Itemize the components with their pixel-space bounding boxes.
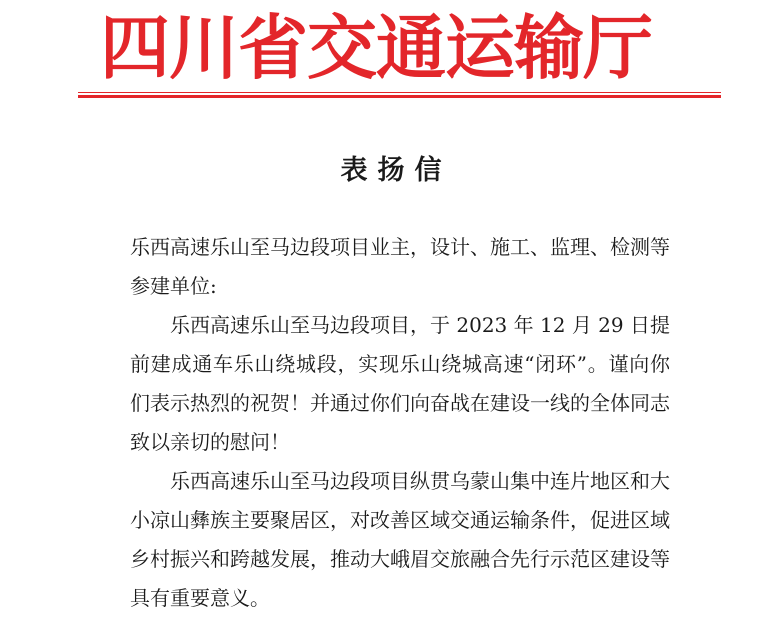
letter-body [130, 228, 670, 618]
paragraph-2: 乐西高速乐山至马边段项目纵贯乌蒙山集中连片地区和大小凉山彝族主要聚居区，对改善区域交通运输条件，促进区域乡村振兴和跨越发展，推动大峨眉交旅融合先行示范区建设等具有重要意义。 [130, 469, 670, 610]
salutation: 乐西高速乐山至马边段项目业主，设计、施工、监理、检测等参建单位: [130, 235, 670, 298]
paragraph-1: 乐西高速乐山至马边段项目，于 2023 年 12 月 29 日提前建成通车乐山绕城段，实现乐山绕城高速“闭环”。谨向你们表示热烈的祝贺！并通过你们向奋战在建设一线的全体同志致以亲切的慰问！ [130, 313, 670, 454]
letterhead-org-name: 四川省交通运输厅 [100, 7, 652, 89]
document-title: 表扬信 [340, 155, 452, 186]
letterhead-divider-thick [78, 95, 721, 98]
letterhead-divider-thin [78, 92, 721, 93]
